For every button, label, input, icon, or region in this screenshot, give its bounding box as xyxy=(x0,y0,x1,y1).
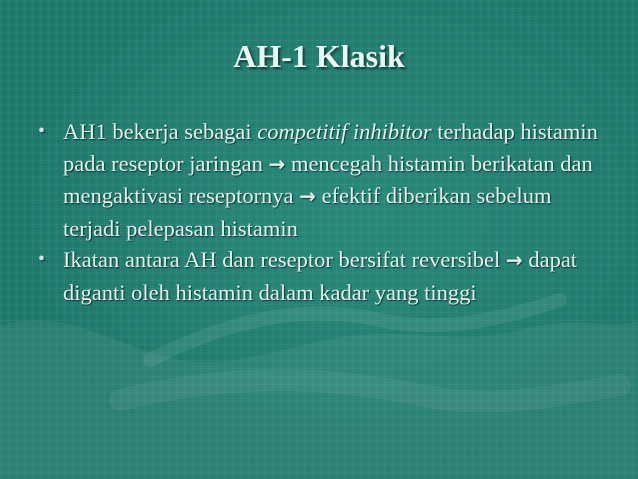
bullet-text: mencegah histamin berikatan dan mengaktivasi reseptornya xyxy=(63,150,593,208)
bullet-text: Ikatan antara AH dan reseptor bersifat reversibel xyxy=(63,247,506,272)
arrow-icon: → xyxy=(299,184,316,208)
bullet-text: dapat diganti oleh histamin dalam kadar yang tinggi xyxy=(63,247,578,305)
bullet-list xyxy=(36,116,606,308)
bullet-marker: • xyxy=(38,248,46,270)
bullet-italic-text: competitif inhibitor xyxy=(257,119,432,144)
bullet-text: terhadap histamin pada reseptor jaringan xyxy=(63,119,598,176)
arrow-icon: → xyxy=(505,248,523,272)
bullet-item xyxy=(36,244,606,308)
arrow-icon: → xyxy=(268,151,286,176)
bullet-marker: • xyxy=(38,120,46,142)
bullet-item xyxy=(36,116,606,244)
slide-title: AH-1 Klasik xyxy=(233,38,405,74)
bullet-text: efektif diberikan sebelum terjadi pelepasan histamin xyxy=(63,183,552,241)
bullet-text: AH1 bekerja sebagai xyxy=(63,119,258,144)
